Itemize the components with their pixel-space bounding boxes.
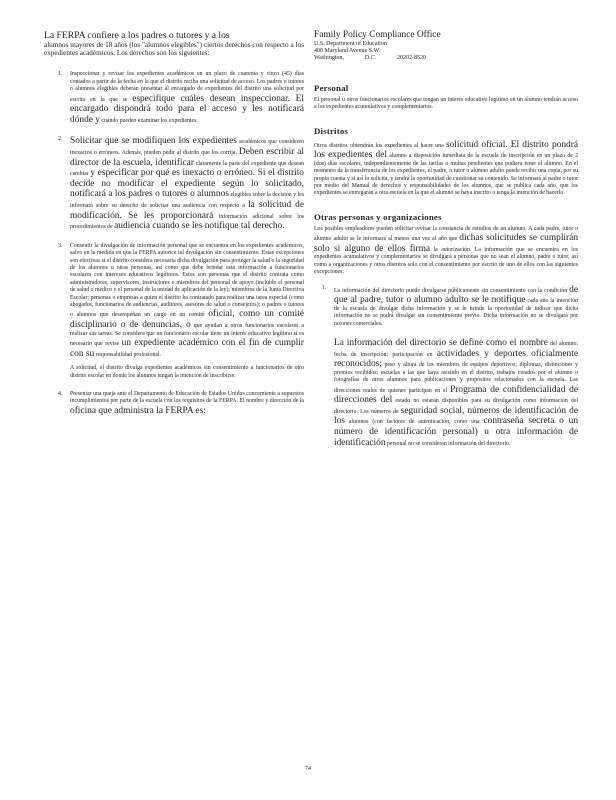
paragraph-text-large: actividades y deportes oficialmente reconocidos; [334, 348, 578, 370]
item-text-large: especifique cuáles desean inspeccionar. El encargado dispondrá todo para el acceso y les notificará dónde y [70, 93, 305, 125]
personal-paragraph: El personal u otros funcionarios escolares que tengan un interés educativo legítimo en un alumno tendrán acceso a los expedientes acumulativos y complementarios. [314, 96, 578, 111]
paragraph-text: estado no estarán disponibles para su divulgación como información del directorio. Los números de [334, 398, 579, 415]
item-text: A solicitud, el distrito divulga expedientes académicos sin consentimiento a funcionarios de otro distrito escolar en donde los alumnos tengan la intención de inscribirse. [70, 365, 304, 379]
list-item [44, 391, 304, 416]
left-column [44, 30, 304, 427]
paragraph-text-large: solicitud oficial. El distrito pondrá los expedientes del [314, 139, 578, 161]
item-number: 3. [58, 242, 63, 249]
item-text: La información del directorio puede divulgarse públicamente sin consentimiento con la condición [334, 287, 568, 294]
address-state: D.C. [364, 55, 377, 62]
paragraph-text-large: Programa de confidencialidad de direcciones del [334, 384, 579, 406]
item-text-large: la solicitud de modificación. Se les proporcionará [70, 199, 304, 221]
otras-paragraph [314, 226, 578, 277]
ferpa-address [314, 30, 578, 63]
paragraph-text: personal no se consideran información del directorio. [387, 440, 511, 447]
paragraph-text: del alumno; fecha de inscripción; participación en [334, 341, 578, 358]
list-item [44, 71, 304, 125]
intro-rest: alumnos mayores de 18 años (los "alumnos elegibles") ciertos derechos con respecto a los expedientes académicos. Los derechos son los siguientes: [44, 41, 304, 58]
paragraph-text: peso y altura de los miembros de equipos deportivos; diplomas, distinciones y premios recibidos; escuelas a las que haya asistido en el distrito, trabajos creados por el alumno o fotografías de otros alumnos para publicaciones y propósitos relacionados con la escuela. Las direcciones reales de quienes participan en el [334, 362, 578, 394]
heading-personal: Personal [314, 82, 349, 93]
item-number: 4. [58, 391, 63, 397]
item-number: 1. [322, 284, 327, 291]
heading-otras-personas: Otras personas y organizaciones [314, 211, 442, 222]
item-text: académicos que consideren inexactos o erróneos. Además, pueden pedir al distrito que los corrija. [70, 139, 304, 156]
item-text: que ayudan a otros funcionarios escolares a realizar sus tareas. Se considera que un funcionario escolar tiene un interés educativo legítimo si es necesario que revise [70, 323, 305, 347]
item-text-large: de que al padre, tutor o alumno adulto se le notifique [334, 284, 579, 306]
address-city: Washington, [314, 55, 345, 62]
paragraph-text: alumno a disposición inmediata de la escuela de inscripción en un plazo de 2 (dos) días escolares, independientemente de las tarifas o multas pendientes que pudiera tener el alumno. En el momento de la transferencia de los expedientes, el padre, o tutor o alumno adulto puede recibir una copia, por su propia cuenta y si así lo solicita, y tendrá la oportunidad de cuestionar su contenido. Se informará al padre o tutor por medio del Manual de derechos y responsabilidades de los alumnos, que se publica cada año, que los expedientes se entregarán a otra escuela en la que el alumno se haya inscrito o tenga la intención de hacerlo. [314, 153, 578, 197]
paragraph-text: la autorización. La información que se encuentra en los expedientes acumulativos y complementarios se divulgará a personas que no sean el alumno, padre o tutor, así como a organizaciones y otros distritos solo con el consentimiento por escrito de uno de ellos con las siguientes excepciones: [314, 246, 578, 276]
office-name: Family Policy Compliance Office [314, 30, 441, 40]
item-number: 1. [58, 71, 63, 78]
item-text-large: y especificar por qué es inexacto o erróneo. Si el distrito decide no modificar el expediente según lo solicitado, notificará a los padres o tutores o alumnos [70, 168, 304, 200]
item-text-large: audiencia cuando se les notifique tal derecho. [114, 221, 285, 232]
intro-paragraph [44, 30, 304, 57]
directory-definition [314, 338, 578, 448]
item-text: cada año la intención de la escuela de divulgar dicha información y se le brinde la oportunidad de indicar que dicha información no se podrá divulgar sin consentimiento previo. Dicha información no se divulgará por razones comerciales. [334, 298, 578, 327]
item-text: Presentar una queja ante el Departamento de Educación de Estados Unidos concerniente a supuestos incumplimientos por parte de la escuela con los requisitos de la FERPA. El nombre y dirección de la [70, 391, 304, 405]
item-text-large: oficina que administra la FERPA es: [70, 405, 206, 416]
item-text: Inspeccionar y revisar los expedientes académicos en un plazo de cuarenta y cinco (45) días contados a partir de la fecha en la que el distrito reciba una solicitud de acceso. Los padres o tutores o alumnos elegibles deberán presentar al encargado de expedientes del distrito una solicitud por escrito en la que se [70, 71, 304, 103]
item-text-large: Solicitar que se modifiquen los expedientes [70, 136, 237, 147]
heading-distritos: Distritos [314, 125, 349, 136]
list-item [44, 136, 304, 231]
item-text: claramente la parte del expediente que desean cambiar [70, 160, 305, 178]
paragraph-text-large: La información del directorio se define como el nombre [334, 338, 548, 349]
address-line-1: U.S. Department of Education [314, 40, 387, 47]
paragraph-text: alumnos (con factores de autenticación, como una [348, 419, 480, 426]
address-zip: 20202-8520 [396, 55, 426, 62]
paragraph-text-large: seguridad social, números de identificación de los [334, 405, 579, 427]
list-item [44, 243, 304, 380]
item-text-large: Deben escribir al director de la escuela, identificar [70, 147, 304, 168]
paragraph-text: Otros distritos obtendrán los expedientes al hacer una [314, 142, 444, 149]
item-text: cuándo pueden examinar los expedientes. [101, 117, 198, 124]
item-number: 2. [58, 136, 63, 143]
paragraph-text: Los posibles empleadores pueden solicitar revisar la constancia de estudios de un alumno. A cada padre, tutor o alumno adulto se le informará al menos una vez al año que [314, 225, 578, 243]
item-text: información adicional sobre los procedimientos de [70, 213, 304, 231]
item-text-large: oficial, como un comité disciplinario o de denuncias, o [70, 309, 304, 330]
item-text: responsabilidad profesional. [95, 351, 162, 358]
item-text-large: un expediente académico con el fin de cumplir con su [70, 338, 305, 359]
rights-list [44, 71, 304, 416]
address-line-3 [314, 55, 426, 62]
address-line-2: 400 Maryland Avenue S.W. [314, 48, 381, 54]
item-text: elegibles sobre la decisión y les informará sobre su derecho de solicitar una audiencia con respecto a [70, 192, 304, 209]
intro-lead: La FERPA confiere a los padres o tutores y a los [44, 30, 230, 41]
exception-item [314, 285, 578, 328]
right-column [314, 30, 578, 448]
distritos-paragraph [314, 140, 578, 198]
item-text: Consentir la divulgación de información personal que se encuentra en los expedientes académicos, salvo en la medida en que la FERPA autorice tal divulgación sin consentimiento. Estas excepciones son efectivas si el distrito considera necesaria dicha divulgación para proteger la salud o la seguridad de los alumnos u otras personas, así como que debe brindar esta información a funcionarios escolares con intereses educativos legítimos. Estos son personas que el distrito contrata como administradores, supervisores, instructores o miembros del personal de apoyo (incluido el personal de salud o médico y el personal de la unidad de aplicación de la ley); miembros de la Junta Directiva Escolar; personas o empresas a quien el distrito ha contratado para realizar una tarea especial (como abogados, funcionarios de audiencias, auditores, asesores de salud o consejeros); o padres o tutores o alumnos que desempeñan un cargo en un comité [70, 242, 304, 319]
paragraph-text-large: dichas solicitudes se cumplirán solo si alguno de ellos firma [314, 233, 579, 254]
paragraph-text-large: contraseña secreta o un número de identificación personal) u otra información de identificación [334, 416, 579, 448]
page-number: 74 [305, 766, 311, 772]
